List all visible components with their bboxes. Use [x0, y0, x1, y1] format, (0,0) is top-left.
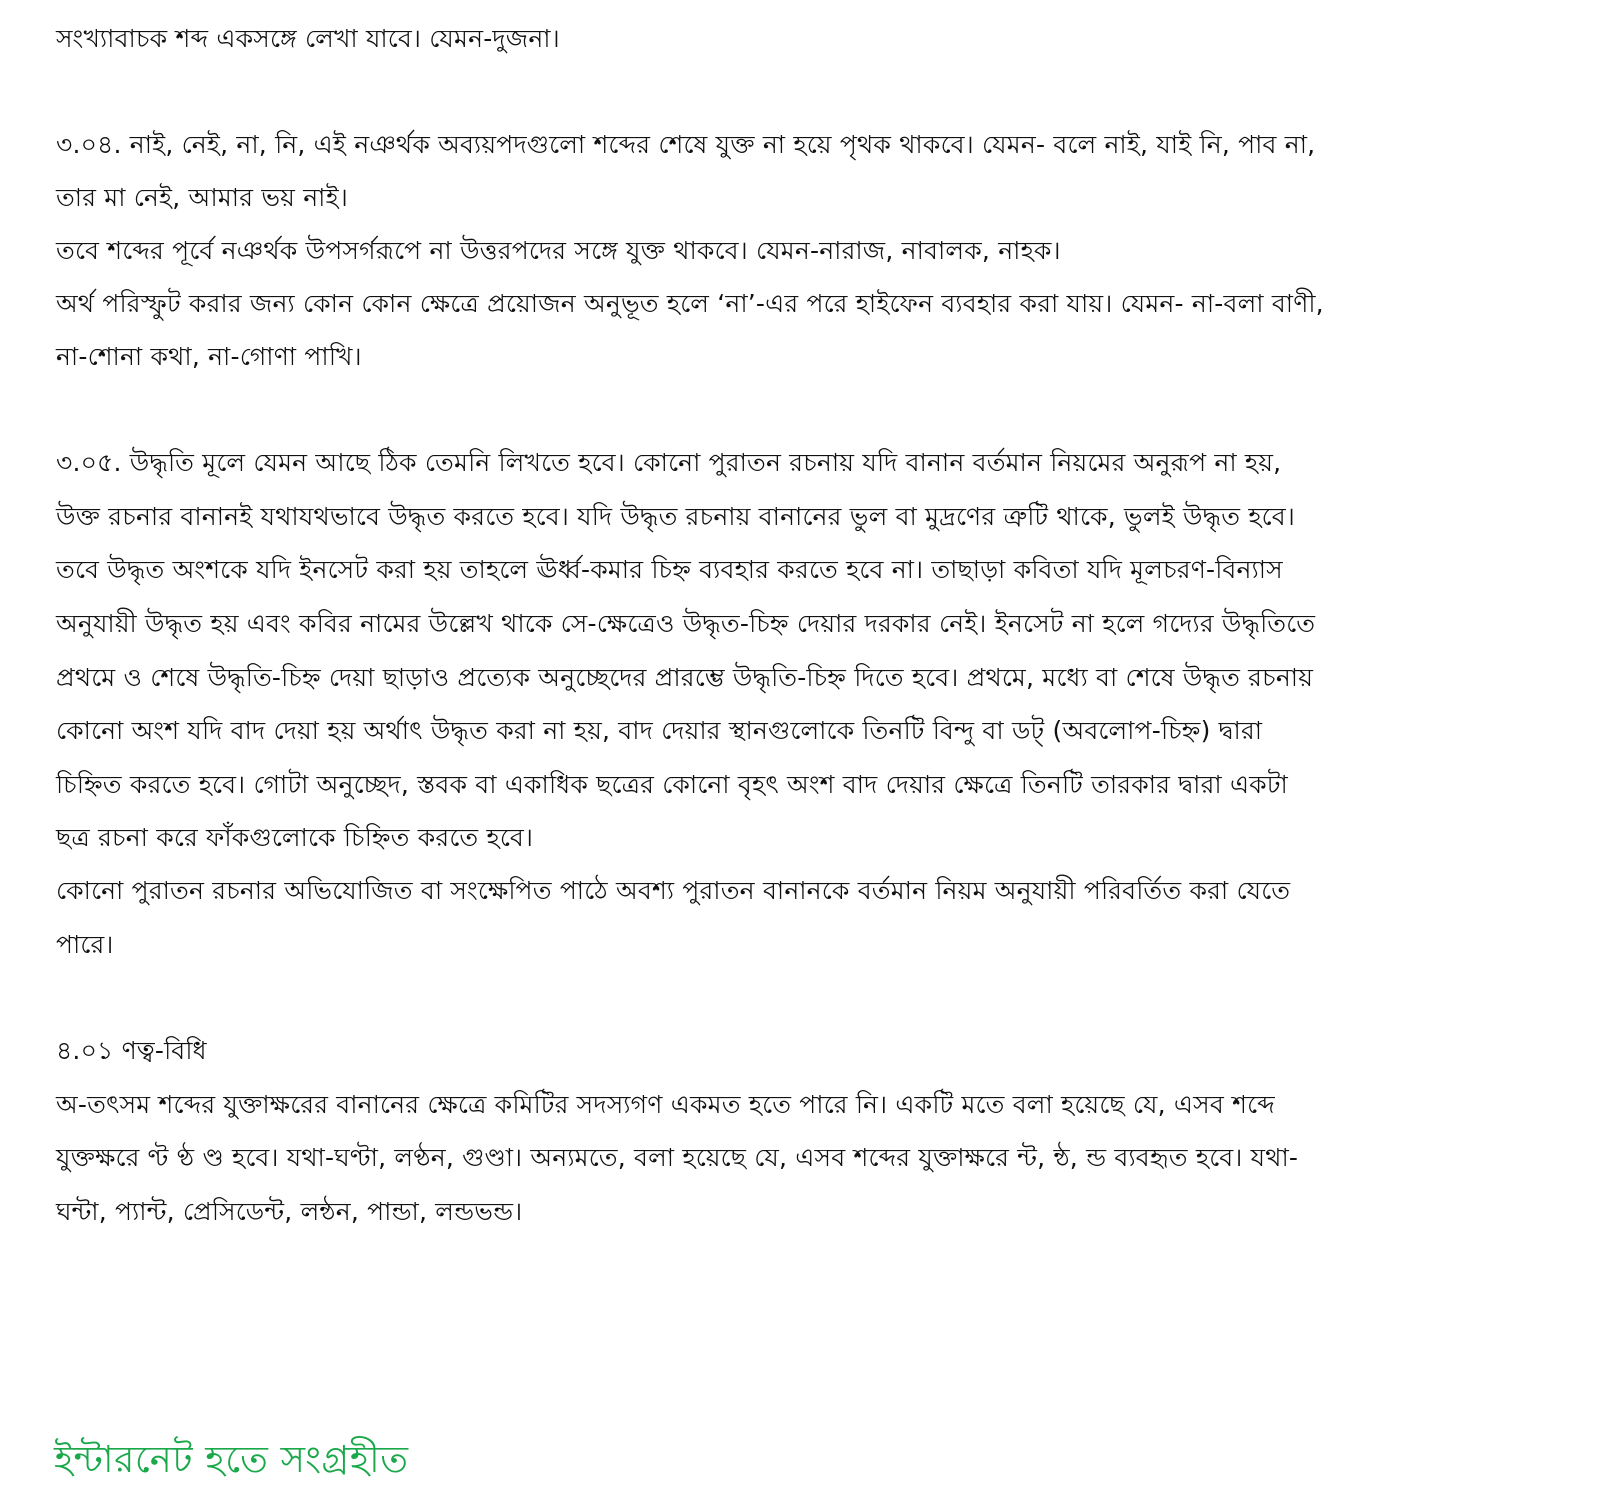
- section-3-04-line: ৩.০৪. নাই, নেই, না, নি, এই নঞর্থক অব্যয়পদগুলো শব্দের শেষে যুক্ত না হয়ে পৃথক থাকবে। যেমন- বলে নাই, যাই নি, পাব না,: [56, 130, 1316, 159]
- text-line: ছত্র রচনা করে ফাঁকগুলোকে চিহ্নিত করতে হবে।: [56, 823, 534, 852]
- text-line: ঘন্টা, প্যান্ট, প্রেসিডেন্ট, লন্ঠন, পান্ডা, লন্ডভন্ড।: [56, 1197, 523, 1226]
- text-line: কোনো পুরাতন রচনার অভিযোজিত বা সংক্ষেপিত পাঠে অবশ্য পুরাতন বানানকে বর্তমান নিয়ম অনুযায়ী পরিবর্তিত করা যেতে: [56, 876, 1291, 905]
- text-line: কোনো অংশ যদি বাদ দেয়া হয় অর্থাৎ উদ্ধৃত করা না হয়, বাদ দেয়ার স্থানগুলোকে তিনটি বিন্দু বা ডট্ (অবলোপ-চিহ্ন) দ্বারা: [56, 716, 1263, 745]
- footer-credit: ইন্টারনেট হতে সংগ্রহীত: [54, 1438, 409, 1481]
- text-line: অর্থ পরিস্ফুট করার জন্য কোন কোন ক্ষেত্রে প্রয়োজন অনুভূত হলে ‘না’-এর পরে হাইফেন ব্যবহার করা যায়। যেমন- না-বলা বাণী,: [56, 289, 1324, 318]
- text-line: চিহ্নিত করতে হবে। গোটা অনুচ্ছেদ, স্তবক বা একাধিক ছত্রের কোনো বৃহৎ অংশ বাদ দেয়ার ক্ষেত্রে তিনটি তারকার দ্বারা একটা: [56, 770, 1288, 799]
- text-line: তার মা নেই, আমার ভয় নাই।: [56, 183, 348, 212]
- text-line: তবে শব্দের পূর্বে নঞর্থক উপসর্গরূপে না উত্তরপদের সঙ্গে যুক্ত থাকবে। যেমন-নারাজ, নাবালক, নাহক।: [56, 236, 1061, 265]
- section-4-01-heading: ৪.০১ ণত্ব-বিধি: [56, 1036, 207, 1065]
- text-line: সংখ্যাবাচক শব্দ একসঙ্গে লেখা যাবে। যেমন-দুজনা।: [56, 24, 560, 53]
- section-3-05-line: ৩.০৫. উদ্ধৃতি মূলে যেমন আছে ঠিক তেমনি লিখতে হবে। কোনো পুরাতন রচনায় যদি বানান বর্তমান নিয়মের অনুরূপ না হয়,: [56, 448, 1282, 477]
- text-line: প্রথমে ও শেষে উদ্ধৃতি-চিহ্ন দেয়া ছাড়াও প্রত্যেক অনুচ্ছেদের প্রারম্ভে উদ্ধৃতি-চিহ্ন দিতে হবে। প্রথমে, মধ্যে বা শেষে উদ্ধৃত রচনায়: [56, 663, 1314, 692]
- text-line: তবে উদ্ধৃত অংশকে যদি ইনসেট করা হয় তাহলে ঊর্ধ্ব-কমার চিহ্ন ব্যবহার করতে হবে না। তাছাড়া কবিতা যদি মূলচরণ-বিন্যাস: [56, 555, 1283, 584]
- text-line: না-শোনা কথা, না-গোণা পাখি।: [56, 342, 362, 371]
- text-line: অনুযায়ী উদ্ধৃত হয় এবং কবির নামের উল্লেখ থাকে সে-ক্ষেত্রেও উদ্ধৃত-চিহ্ন দেয়ার দরকার নেই। ইনসেট না হলে গদ্যের উদ্ধৃতিতে: [56, 609, 1316, 638]
- text-line: পারে।: [56, 930, 114, 959]
- text-line: উক্ত রচনার বানানই যথাযথভাবে উদ্ধৃত করতে হবে। যদি উদ্ধৃত রচনায় বানানের ভুল বা মুদ্রণের ত্রুটি থাকে, ভুলই উদ্ধৃত হবে।: [56, 502, 1295, 531]
- text-line: যুক্তক্ষরে ণ্ট ণ্ঠ ণ্ড হবে। যথা-ঘণ্টা, লণ্ঠন, গুণ্ডা। অন্যমতে, বলা হয়েছে যে, এসব শব্দের যুক্তাক্ষরে ন্ট, ন্ঠ, ন্ড ব্যবহৃত হবে। যথা-: [56, 1143, 1299, 1172]
- text-line: অ-তৎসম শব্দের যুক্তাক্ষরের বানানের ক্ষেত্রে কমিটির সদস্যগণ একমত হতে পারে নি। একটি মতে বলা হয়েছে যে, এসব শব্দে: [56, 1090, 1275, 1119]
